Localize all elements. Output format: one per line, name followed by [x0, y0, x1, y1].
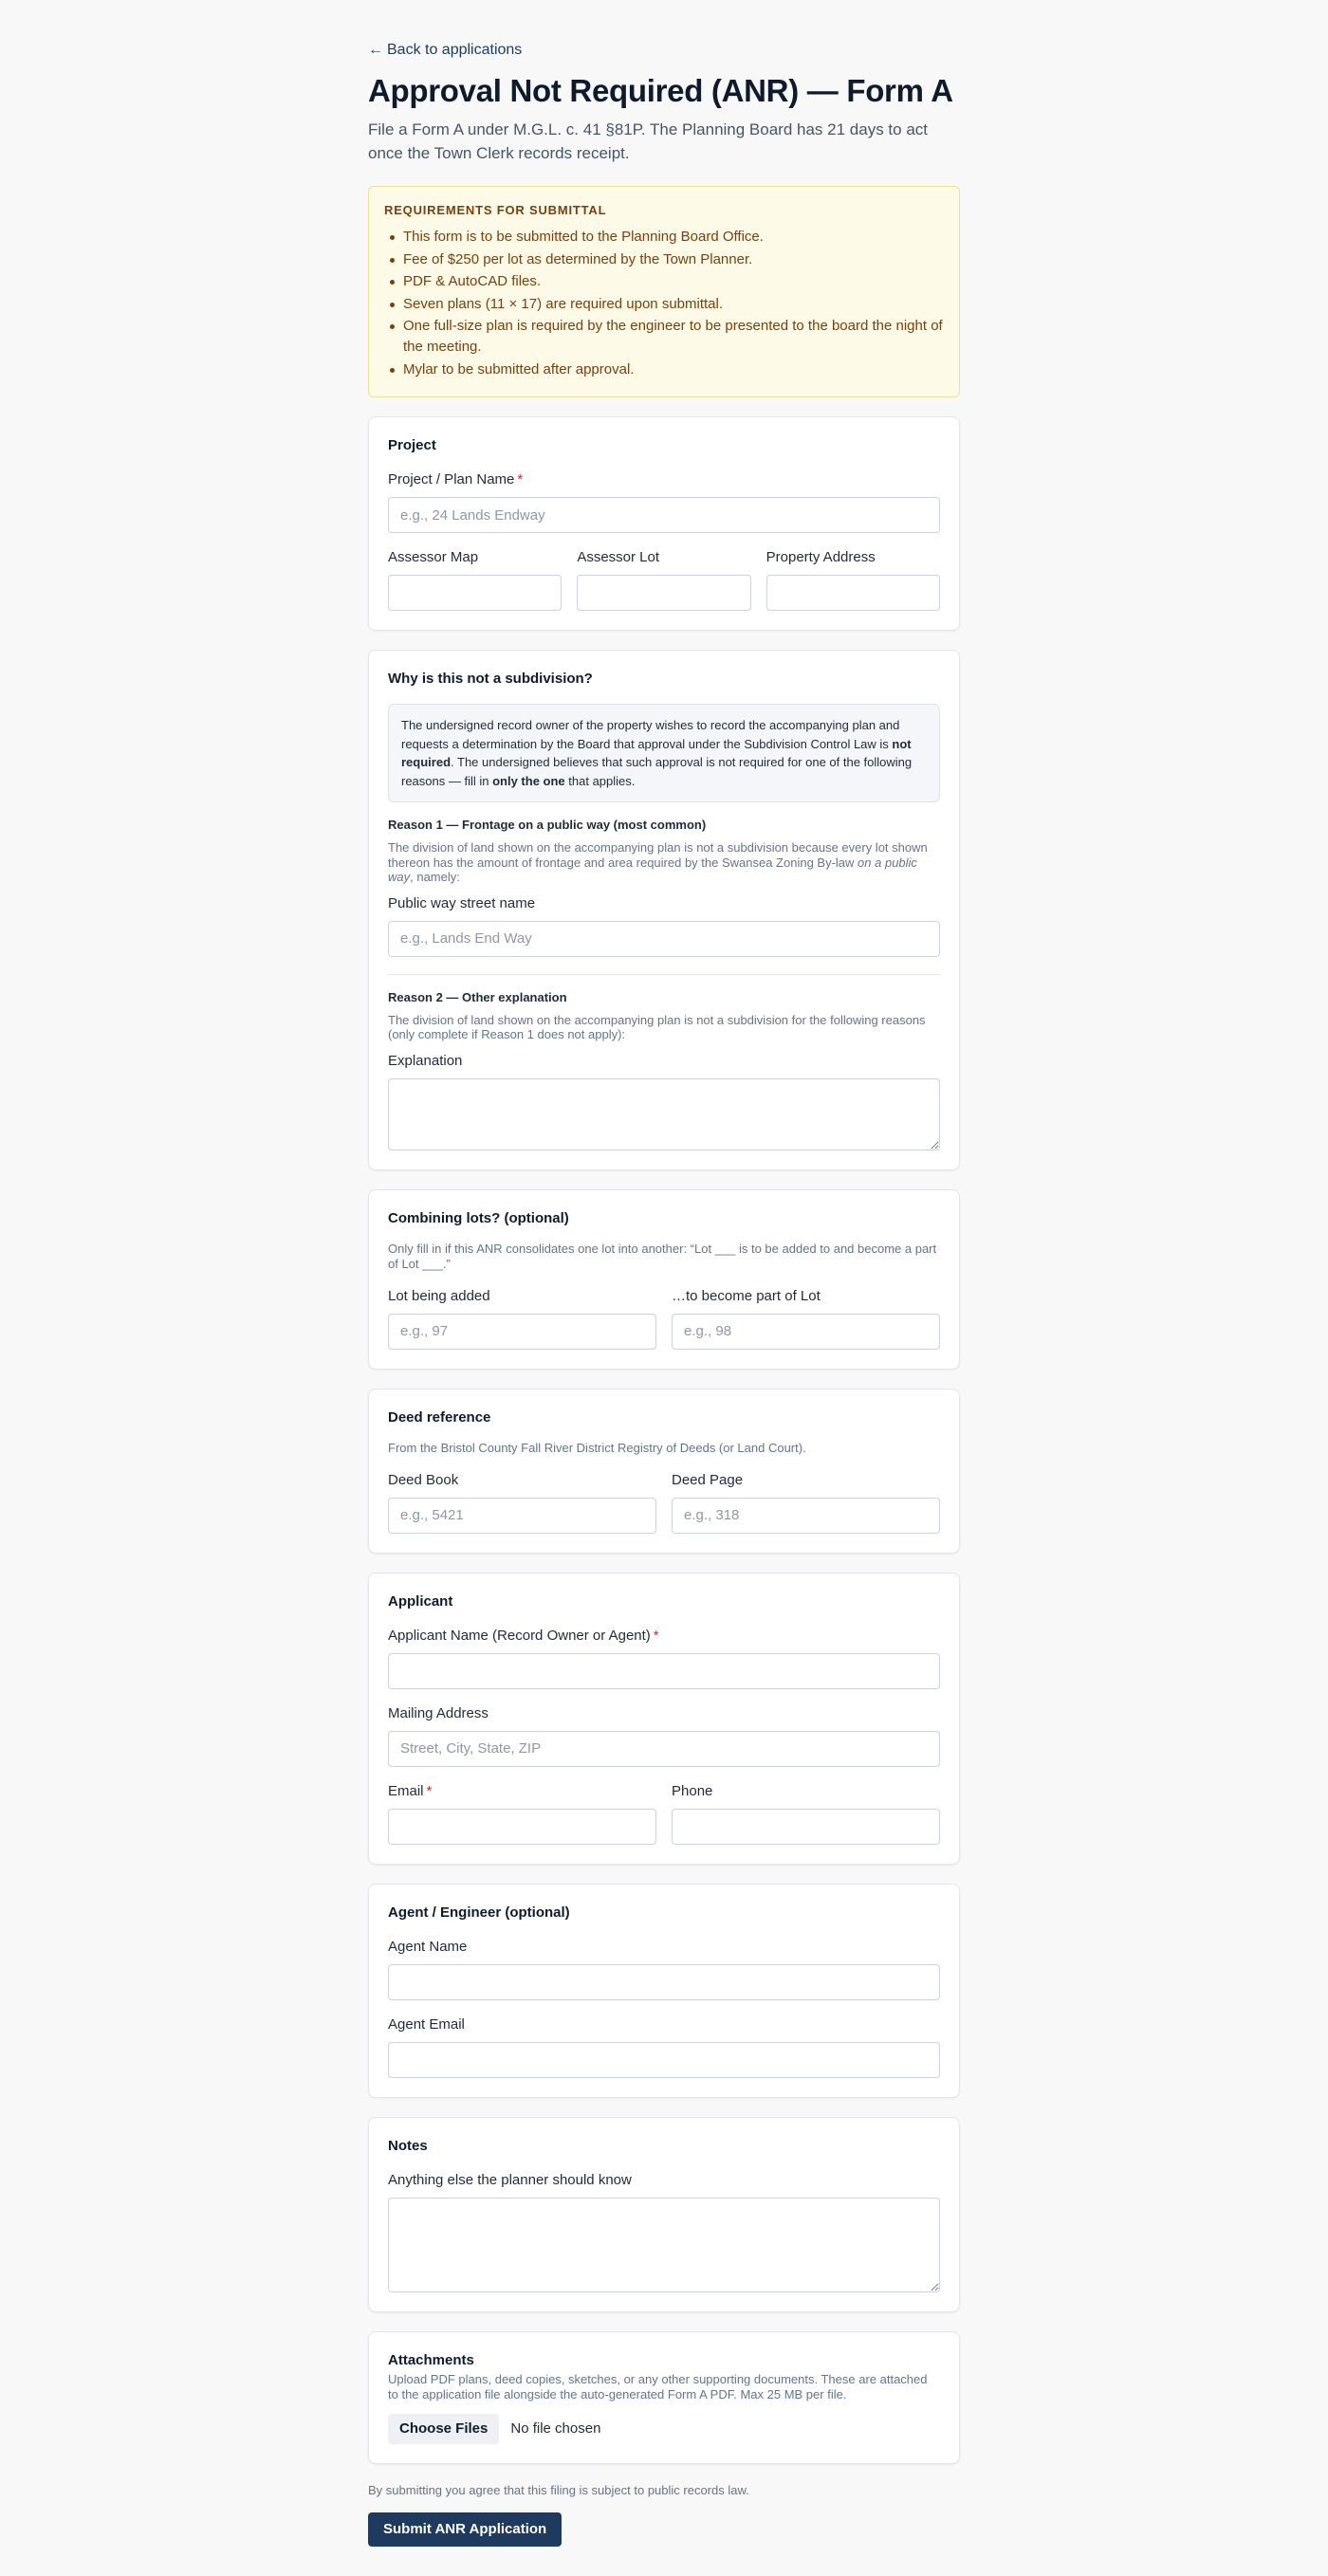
- street-name-label: Public way street name: [388, 894, 536, 911]
- explanation-textarea[interactable]: [388, 1078, 940, 1150]
- file-status-text: No file chosen: [510, 2420, 601, 2437]
- requirements-list: [384, 227, 944, 380]
- agent-name-label: Agent Name: [388, 1938, 468, 1955]
- agent-name-input[interactable]: [388, 1964, 940, 2000]
- requirements-box: [368, 186, 960, 397]
- back-to-applications-link[interactable]: [368, 40, 522, 61]
- requirement-item: This form is to be submitted to the Planning Board Office.: [384, 227, 944, 248]
- mailing-address-input[interactable]: [388, 1731, 940, 1767]
- subdivision-card-title: Why is this not a subdivision?: [388, 671, 593, 687]
- applicant-title: Applicant: [388, 1592, 453, 1610]
- lot-added-label: Lot being added: [388, 1287, 490, 1304]
- email-label: Email *: [388, 1782, 433, 1799]
- deed-page-label: Deed Page: [672, 1471, 744, 1488]
- assessor-lot-label: Assessor Lot: [577, 549, 660, 565]
- deed-page-input[interactable]: [672, 1498, 940, 1534]
- public-records-notice: By submitting you agree that this filing is subject to public records law.: [368, 2482, 749, 2497]
- notes-textarea[interactable]: [388, 2198, 940, 2292]
- subdivision-card: [368, 650, 960, 1170]
- attachments-title: Attachments: [388, 2351, 474, 2368]
- deed-book-label: Deed Book: [388, 1471, 459, 1488]
- applicant-name-input[interactable]: [388, 1653, 940, 1689]
- project-card: [368, 416, 960, 631]
- notes-title: Notes: [388, 2137, 428, 2154]
- section-divider: [388, 974, 940, 975]
- owner-statement-notice: The undersigned record owner of the property wishes to record the accompanying plan and requests a determination by the Board that approval under the Subdivision Control Law is not required. The undersigned believes that such approval is not required for one of the following reasons — fill in only the one that applies.: [388, 704, 940, 802]
- assessor-lot-input[interactable]: [577, 575, 750, 611]
- reason-1-description: The division of land shown on the accompanying plan is not a subdivision because every lot shown thereon has the amount of frontage and area required by the Swansea Zoning By-law on a public way, namely:: [388, 840, 928, 884]
- requirement-item: Fee of $250 per lot as determined by the Town Planner.: [384, 249, 944, 270]
- submit-application-button[interactable]: Submit ANR Application: [368, 2512, 562, 2547]
- assessor-map-input[interactable]: [388, 575, 562, 611]
- agent-email-input[interactable]: [388, 2042, 940, 2078]
- assessor-map-label: Assessor Map: [388, 549, 479, 565]
- arrow-left-icon: ←: [368, 42, 383, 58]
- lot-added-input[interactable]: [388, 1314, 656, 1350]
- reason-1-title: Reason 1 — Frontage on a public way (most common): [388, 818, 707, 832]
- page-title: Approval Not Required (ANR) — Form A: [368, 73, 953, 108]
- file-input: [388, 2414, 940, 2444]
- attachments-card: [368, 2331, 960, 2464]
- lot-part-of-input[interactable]: [672, 1314, 940, 1350]
- deed-reference-title: Deed reference: [388, 1408, 491, 1426]
- property-address-input[interactable]: [766, 575, 940, 611]
- explanation-label: Explanation: [388, 1052, 463, 1069]
- requirements-title: REQUIREMENTS FOR SUBMITTAL: [384, 203, 607, 217]
- deed-book-input[interactable]: [388, 1498, 656, 1534]
- plan-name-input[interactable]: [388, 497, 940, 533]
- street-name-input[interactable]: [388, 921, 940, 957]
- plan-name-label: Project / Plan Name *: [388, 471, 524, 488]
- attachments-description: Upload PDF plans, deed copies, sketches, or any other supporting documents. These are attached to the application file alongside the auto-generated Form A PDF. Max 25 MB per file.: [388, 2371, 928, 2401]
- combining-lots-card: [368, 1189, 960, 1370]
- choose-files-button[interactable]: Choose Files: [388, 2414, 499, 2444]
- reason-2-title: Reason 2 — Other explanation: [388, 989, 567, 1004]
- requirement-item: Seven plans (11 × 17) are required upon submittal.: [384, 294, 944, 315]
- deed-reference-help: From the Bristol County Fall River District Registry of Deeds (or Land Court).: [388, 1440, 806, 1455]
- reason-2-description: The division of land shown on the accompanying plan is not a subdivision for the following reasons (only complete if Reason 1 does not apply):: [388, 1012, 926, 1041]
- required-asterisk: *: [653, 1627, 659, 1644]
- page-subtitle: File a Form A under M.G.L. c. 41 §81P. The Planning Board has 21 days to act once the Town Clerk records receipt.: [368, 120, 928, 162]
- combining-lots-title: Combining lots? (optional): [388, 1209, 569, 1226]
- property-address-label: Property Address: [765, 549, 876, 565]
- applicant-card: [368, 1573, 960, 1865]
- requirement-item: PDF & AutoCAD files.: [384, 271, 944, 292]
- required-asterisk: *: [517, 471, 524, 488]
- agent-card: [368, 1884, 960, 2098]
- applicant-name-label: Applicant Name (Record Owner or Agent) *: [388, 1627, 659, 1644]
- requirement-item: One full-size plan is required by the engineer to be presented to the board the night of the meeting.: [384, 316, 944, 358]
- combining-lots-help: Only fill in if this ANR consolidates one lot into another: “Lot ___ is to be added to and become a part of Lot ___.”: [388, 1241, 937, 1271]
- phone-input[interactable]: [672, 1809, 940, 1845]
- email-input[interactable]: [388, 1809, 656, 1845]
- project-card-title: Project: [388, 437, 436, 453]
- required-asterisk: *: [426, 1782, 433, 1799]
- notes-label: Anything else the planner should know: [388, 2171, 632, 2188]
- lot-part-of-label: …to become part of Lot: [672, 1287, 821, 1304]
- mailing-address-label: Mailing Address: [388, 1704, 489, 1721]
- agent-title: Agent / Engineer (optional): [388, 1904, 570, 1921]
- requirement-item: Mylar to be submitted after approval.: [384, 359, 944, 380]
- deed-reference-card: [368, 1389, 960, 1554]
- back-link-label: Back to applications: [387, 42, 523, 58]
- page-container: [368, 0, 960, 2547]
- agent-email-label: Agent Email: [388, 2015, 465, 2033]
- phone-label: Phone: [672, 1782, 713, 1799]
- notes-card: [368, 2117, 960, 2312]
